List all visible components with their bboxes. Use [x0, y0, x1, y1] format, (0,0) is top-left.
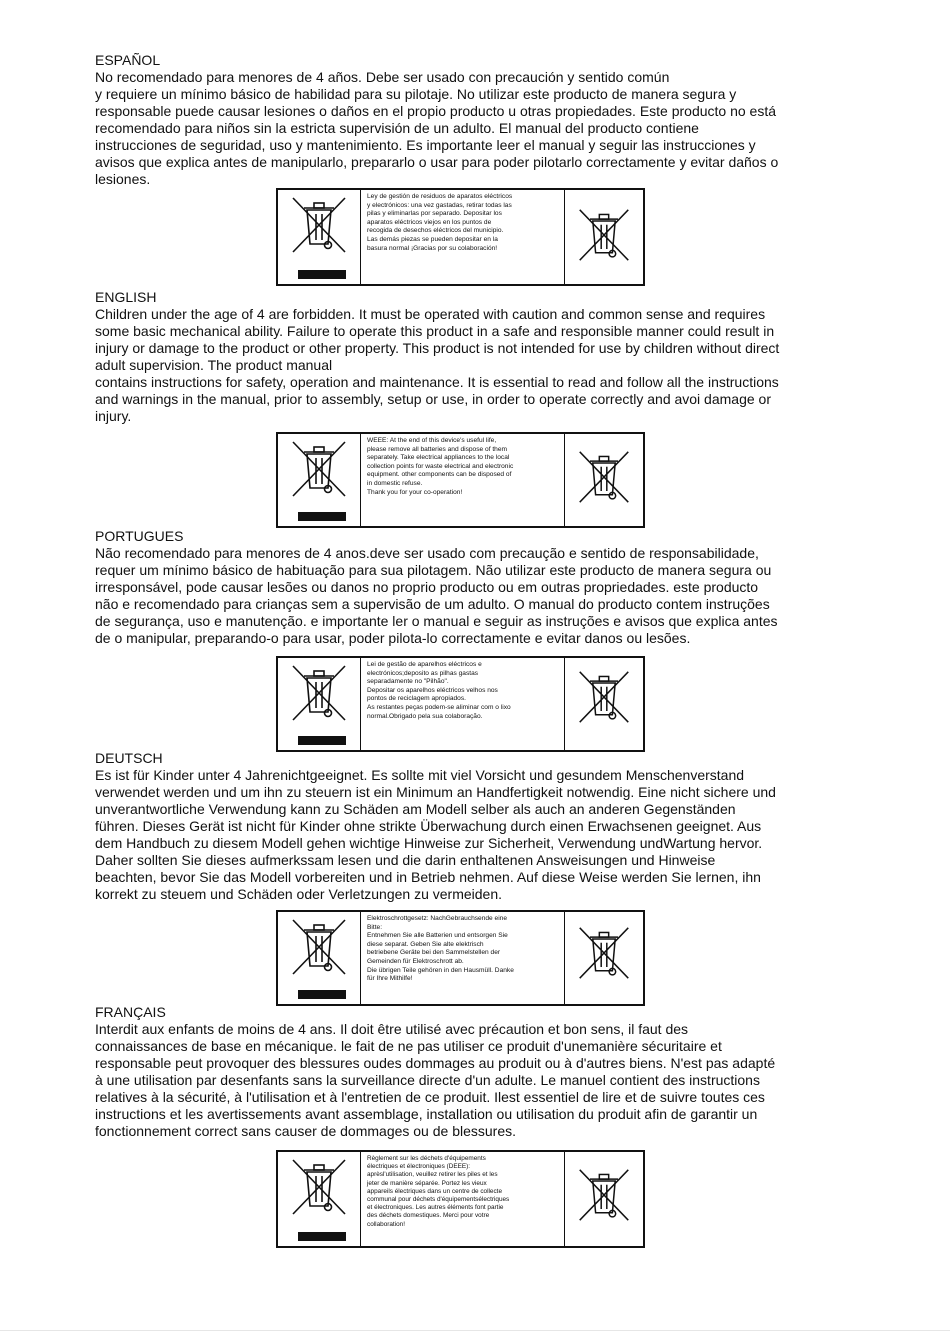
black-bar [298, 1232, 346, 1241]
weee-text: Règlement sur les déchets d'équipements électriques et électroniques (DEEE): aprèsl'utilisation, veuillez retirer les piles et les jeter de manière séparée. Portez les vieux appareils électriques dans un centre de collecte communal pour déchets d'équipementsélectriques et électroniques. Les autres éléments font partie des déchets domestiques. Merci pour votre collaboration! [367, 1155, 510, 1228]
weee-bin-cell-right [564, 190, 643, 284]
section-deutsch [95, 750, 845, 903]
weee-text: Ley de gestión de residuos de aparatos eléctricos y electrónicos: una vez gastadas, retirar todas las pilas y eliminarlas por separado. Depositar los aparatos eléctricos viejos en los puntos de recogida de desechos eléctricos del municipio. Las demás piezas se pueden depositar en la basura normal ¡Gracias por su colaboración! [367, 193, 513, 252]
weee-bin-cell-right [564, 434, 643, 526]
crossed-bin-icon [576, 204, 632, 266]
section-heading: DEUTSCH [95, 750, 163, 766]
black-bar [298, 990, 346, 999]
weee-box-espanol [276, 188, 645, 286]
black-bar [298, 736, 346, 745]
section-francais [95, 1004, 845, 1140]
weee-bin-cell [278, 912, 361, 1004]
section-heading: FRANÇAIS [95, 1004, 166, 1020]
crossed-bin-icon [289, 194, 349, 256]
weee-bin-cell [278, 434, 361, 526]
weee-box-francais [276, 1150, 645, 1248]
section-heading: ENGLISH [95, 289, 157, 305]
section-body: No recomendado para menores de 4 años. Debe ser usado con precaución y sentido común y requiere un mínimo básico de habilidad para su pilotaje. No utilizar este producto de manera segura y responsable puede causar lesiones o daños en el propio producto u otras propiedades. Este producto no está recomendado para niños sin la estricta supervisión de un adulto. El manual del producto contiene instrucciones de seguridad, uso y mantenimiento. Es importante leer el manual y seguir las instrucciones y avisos que explica antes de manipularlo, prepararlo o usar para poder pilotarlo correctamente y evitar daños o lesiones. [95, 69, 779, 187]
weee-bin-cell-right [564, 912, 643, 1004]
crossed-bin-icon [289, 916, 349, 978]
weee-bin-cell [278, 1152, 361, 1246]
crossed-bin-icon [289, 438, 349, 500]
black-bar [298, 512, 346, 521]
crossed-bin-icon [576, 666, 632, 728]
weee-bin-cell [278, 190, 361, 284]
weee-text: Elektroschrottgesetz: NachGebrauchsende eine Bitte: Entnehmen Sie alle Batterien und entsorgen Sie diese separat. Geben Sie alte elektrisch betriebene Geräte bei den Sammelstellen der Gemeinden für Elektroschrott ab. Die übrigen Teile gehören in den Hausmüll. Danke für Ihre Mithilfe! [367, 915, 514, 983]
crossed-bin-icon [289, 662, 349, 724]
section-heading: ESPAÑOL [95, 52, 161, 68]
section-portugues [95, 528, 845, 647]
section-body: Não recomendado para menores de 4 anos.deve ser usado com precaução e sentido de responsabilidade, requer um mínimo básico de habituação para sua pilotagem. Não utilizar este producto de manera segura ou irresponsável, pode causar lesões ou danos no proprio producto ou em outras propriedades. este producto não e recomendado para crianças sem a supervisão de um adulto. O manual do producto contem instruções de segurança, uso e manutenção. e importante ler o manual e seguir as instruções e avisos que explica antes de o manipular, preparando-o para usar, poder pilota-lo correctamente e evitar danos ou lesões. [95, 545, 778, 646]
section-heading: PORTUGUES [95, 528, 184, 544]
weee-bin-cell-right [564, 658, 643, 750]
section-english [95, 289, 845, 425]
weee-bin-cell [278, 658, 361, 750]
weee-text: WEEE: At the end of this device's useful life, please remove all batteries and dispose of them separately. Take electrical appliances to the local collection points for waste electrical and electronic equipment. other components can be disposed of in domestic refuse. Thank you for your co-operation! [367, 437, 514, 496]
weee-text: Lei de gestão de aparelhos eléctricos e electrónicos;deposito as pilhas gastas separadamente no "Pilhão". Depositar os aparelhos eléctricos velhos nos pontos de reciclagem apropiados. As restantes peças podem-se aliminar com o lixo normal.Obrigado pela sua colaboração. [367, 661, 511, 720]
section-body: Es ist für Kinder unter 4 Jahrenichtgeeignet. Es sollte mit viel Vorsicht und gesundem Menschenverstand verwendet werden und um ihn zu steuern ist ein Minimum an Handfertigkeit notwendig. Eine nicht sichere und unverantwortliche Verwendung kann zu Schäden am Modell selber als auch an anderen Gegenständen führen. Dieses Gerät ist nicht für Kinder ohne strikte Überwachung durch einen Erwachsenen geeignet. Aus dem Handbuch zu diesem Modell gehen wichtige Hinweise zur Sicherheit, Verwendung undWartung hervor. Daher sollten Sie dieses aufmerkssam lesen und die darin enthaltenen Answeisungen und Hinweise beachten, bevor Sie das Modell vorbereiten und in Betrieb nehmen. Auf diese Weise werden Sie lernen, ihn korrekt zu steuem und Schäden oder Verletzungen zu vermeiden. [95, 767, 776, 902]
black-bar [298, 270, 346, 279]
crossed-bin-icon [289, 1156, 349, 1218]
section-body: Children under the age of 4 are forbidden. It must be operated with caution and common sense and requires some basic mechanical ability. Failure to operate this product in a safe and responsible manner could result in injury or damage to the product or other property. This product is not intended for use by children without direct adult supervision. The product manual contains instructions for safety, operation and maintenance. It is essential to read and follow all the instructions and warnings in the manual, prior to assembly, setup or use, in order to operate correctly and avoi damage or injury. [95, 306, 780, 424]
crossed-bin-icon [576, 1164, 632, 1226]
weee-bin-cell-right [564, 1152, 643, 1246]
weee-box-deutsch [276, 910, 645, 1006]
weee-box-english [276, 432, 645, 528]
crossed-bin-icon [576, 922, 632, 984]
crossed-bin-icon [576, 446, 632, 508]
section-body: Interdit aux enfants de moins de 4 ans. Il doit être utilisé avec précaution et bon sens, il faut des connaissances de base en mécanique. le fait de ne pas utiliser ce produit d'unemanière sécuritaire et responsable peut provoquer des blessures oudes dommages au produit ou à d'autres biens. N'est pas adapté à une utilisation par desenfants sans la surveillance directe d'un adulte. Le manuel contient des instructions relatives à la sécurité, à l'utilisation et à l'entretien de ce produit. Ilest essentiel de lire et de suivre toutes ces instructions et les avertissements avant assemblage, installation ou utilisation du produit afin de garantir un fonctionnement correct sans causer de dommages ou de blessures. [95, 1021, 776, 1139]
weee-box-portugues [276, 656, 645, 752]
section-espanol [95, 52, 845, 188]
page-bottom-divider [0, 1330, 950, 1331]
